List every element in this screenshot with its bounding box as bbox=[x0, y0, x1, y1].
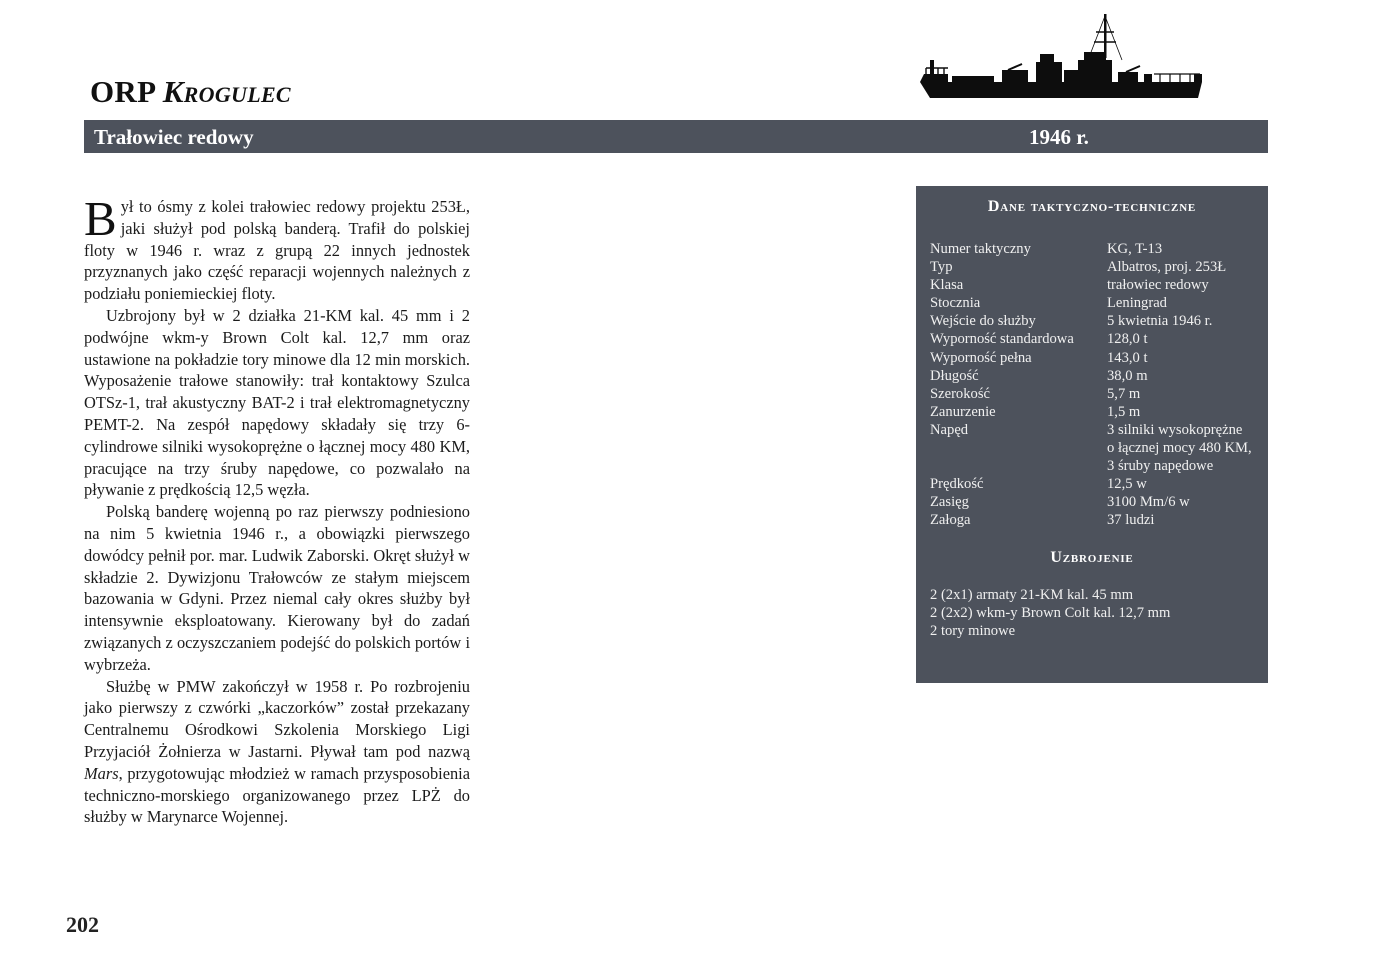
spec-value: 12,5 w bbox=[1107, 476, 1147, 493]
spec-row bbox=[930, 367, 1260, 385]
ship-alt-name: Mars bbox=[84, 763, 119, 783]
paragraph-1 bbox=[84, 191, 470, 305]
spec-key: Załoga bbox=[930, 512, 971, 529]
spec-row bbox=[930, 475, 1260, 493]
paragraph-1-text: ył to ósmy z kolei trałowiec redowy projektu 253Ł, jaki służył pod polską banderą. Trafił do polskiej floty w 1946 r. wraz z grupą 22 innych jednostek przyznanych jako część reparacji wojennych należnych z podziału poniemieckiej floty. bbox=[84, 197, 470, 304]
paragraph-4-text-a: Służbę w PMW zakończył w 1958 r. Po rozbrojeniu jako pierwszy z czwórki „kaczorków” został przekazany Centralnemu Ośrodkowi Szkolenia Morskiego Ligi Przyjaciół Żołnierza w Jastarni. Pływał tam pod nazwą bbox=[84, 676, 470, 761]
spec-row bbox=[930, 439, 1260, 457]
spec-row bbox=[930, 421, 1260, 439]
spec-value: 143,0 t bbox=[1107, 349, 1148, 366]
spec-value: 1,5 m bbox=[1107, 403, 1141, 420]
paragraph-2: Uzbrojony był w 2 działka 21-KM kal. 45 mm i 2 podwójne wkm-y Brown Colt kal. 12,7 mm oraz ustawione na pokładzie tory minowe dla 12 min morskich. Wyposażenie trałowe stanowiły: trał kontaktowy Szulca OTSz-1, trał akustyczny BAT-2 i trał elektromagnetyczny PEMT-2. Na zespół napędowy składały się trzy 6-cylindrowe silniki wysokoprężne o łącznej mocy 480 KM, pracujące na trzy śruby napędowe, co pozwalało na pływanie z prędkością 12,5 węzła. bbox=[84, 305, 470, 500]
armament-item: 2 (2x1) armaty 21-KM kal. 45 mm bbox=[930, 587, 1134, 603]
specs-panel bbox=[916, 186, 1268, 683]
spec-value: 3100 Mm/6 w bbox=[1107, 494, 1190, 511]
header-bar bbox=[84, 120, 1268, 153]
specs-heading: Dane taktyczno-techniczne bbox=[987, 198, 1197, 215]
spec-key: Wyporność standardowa bbox=[930, 331, 1074, 348]
year-label: 1946 r. bbox=[1029, 125, 1089, 149]
armament-list bbox=[930, 586, 1260, 640]
ship-name: Krogulec bbox=[162, 74, 291, 109]
spec-row bbox=[930, 457, 1260, 475]
armament-item: 2 (2x2) wkm-y Brown Colt kal. 12,7 mm bbox=[930, 605, 1171, 622]
spec-key: Zasięg bbox=[930, 494, 969, 511]
spec-value: 37 ludzi bbox=[1107, 512, 1155, 529]
spec-value: 3 silniki wysokoprężne bbox=[1107, 421, 1243, 438]
spec-row bbox=[930, 294, 1260, 312]
spec-value: 3 śruby napędowe bbox=[1107, 458, 1214, 475]
spec-row bbox=[930, 511, 1260, 529]
spec-value: trałowiec redowy bbox=[1107, 277, 1209, 294]
armament-heading: Uzbrojenie bbox=[1050, 549, 1134, 566]
specs-table bbox=[930, 240, 1260, 530]
spec-key: Wyporność pełna bbox=[930, 349, 1032, 366]
spec-row bbox=[930, 240, 1260, 258]
spec-row bbox=[930, 349, 1260, 367]
spec-value: KG, T-13 bbox=[1107, 241, 1163, 257]
spec-value: 128,0 t bbox=[1107, 331, 1148, 348]
spec-key: Zanurzenie bbox=[930, 403, 996, 420]
spec-value: 38,0 m bbox=[1107, 367, 1148, 384]
spec-row bbox=[930, 312, 1260, 330]
page-number: 202 bbox=[66, 912, 99, 937]
spec-row bbox=[930, 385, 1260, 403]
ship-class-label: Trałowiec redowy bbox=[94, 125, 254, 149]
spec-row bbox=[930, 493, 1260, 511]
spec-key: Szerokość bbox=[930, 385, 990, 402]
spec-key: Napęd bbox=[930, 421, 969, 438]
spec-value: 5,7 m bbox=[1107, 385, 1141, 402]
spec-value: 5 kwietnia 1946 r. bbox=[1107, 313, 1213, 330]
spec-row bbox=[930, 403, 1260, 421]
spec-key: Typ bbox=[930, 259, 953, 276]
spec-row bbox=[930, 258, 1260, 276]
armament-item: 2 tory minowe bbox=[930, 623, 1016, 640]
spec-value: Leningrad bbox=[1107, 295, 1167, 312]
article-body bbox=[84, 191, 470, 828]
paragraph-4 bbox=[84, 676, 470, 829]
spec-row bbox=[930, 330, 1260, 348]
spec-key: Stocznia bbox=[930, 295, 981, 312]
ship-silhouette-icon bbox=[918, 10, 1204, 102]
spec-key: Wejście do służby bbox=[930, 313, 1036, 330]
title-prefix: ORP bbox=[90, 74, 155, 109]
spec-key bbox=[930, 457, 1107, 475]
paragraph-3: Polską banderę wojenną po raz pierwszy podniesiono na nim 5 kwietnia 1946 r., a obowiązki pierwszego dowódcy pełnił por. mar. Ludwik Zaborski. Okręt służył w składzie 2. Dywizjonu Trałowców ze stałym miejscem bazowania w Gdyni. Przez niemal cały okres służby był intensywnie eksploatowany. Kierowany był do zadań związanych z oczyszczaniem podejść do polskich portów i wybrzeża. bbox=[84, 502, 470, 674]
spec-key: Klasa bbox=[930, 277, 964, 294]
drop-cap: B bbox=[84, 191, 117, 246]
spec-value: o łącznej mocy 480 KM, bbox=[1107, 440, 1252, 457]
spec-key: Numer taktyczny bbox=[930, 241, 1031, 257]
spec-key bbox=[930, 439, 1107, 457]
paragraph-4-text-b: , przygotowując młodzież w ramach przysposobienia techniczno-morskiego organizowanego przez LPŻ do służby w Marynarce Wojennej. bbox=[84, 763, 470, 827]
spec-value: Albatros, proj. 253Ł bbox=[1107, 259, 1227, 276]
spec-key: Prędkość bbox=[930, 476, 984, 493]
page-title bbox=[90, 74, 291, 110]
spec-row bbox=[930, 276, 1260, 294]
spec-key: Długość bbox=[930, 367, 979, 384]
